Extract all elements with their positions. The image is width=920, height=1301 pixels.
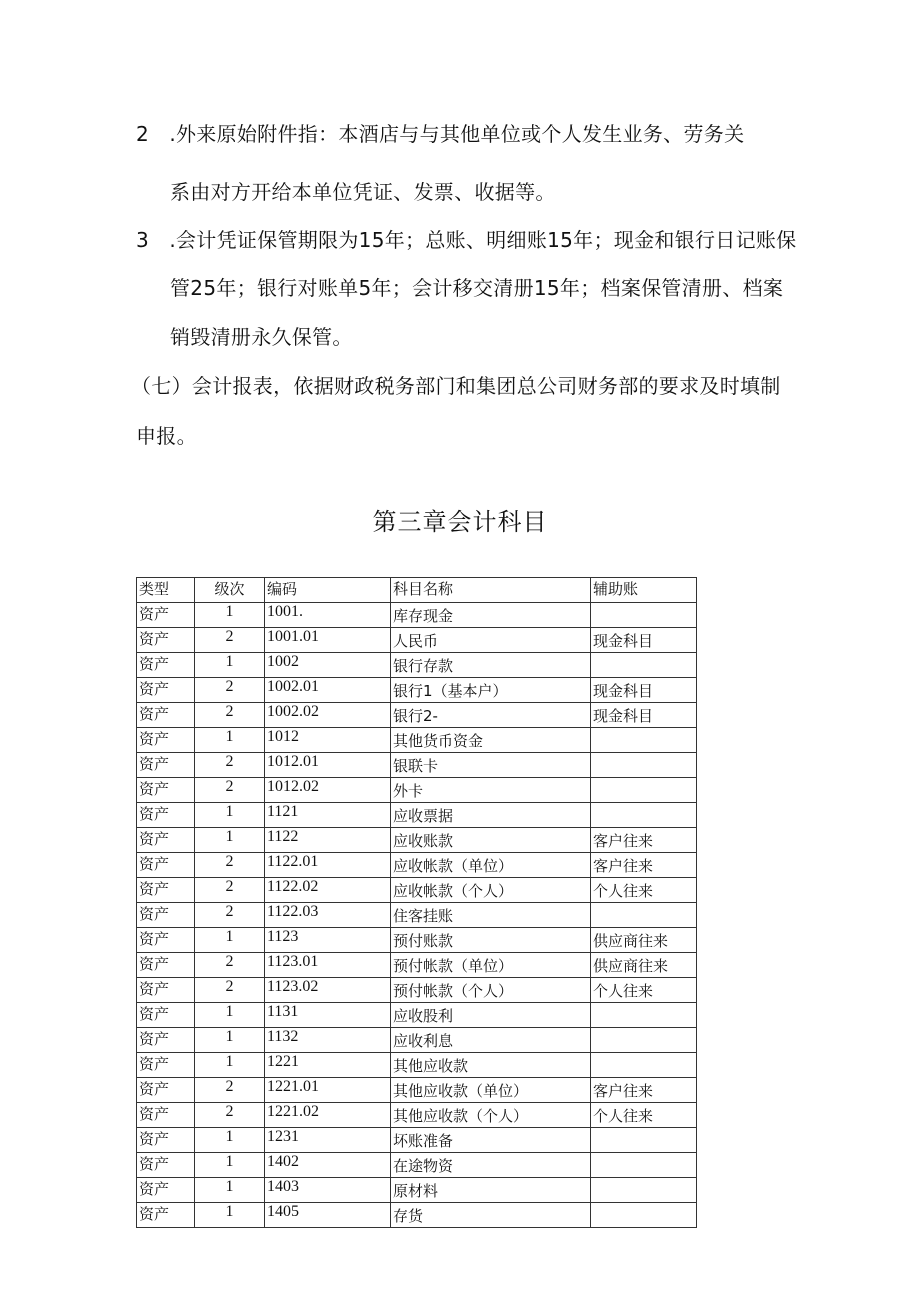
cell-level: 1 <box>195 1178 265 1203</box>
cell-auxiliary: 客户往来 <box>591 828 697 853</box>
cell-auxiliary <box>591 603 697 628</box>
table-row <box>137 1178 697 1203</box>
chapter-title: 第三章会计科目 <box>372 508 548 536</box>
cell-type: 资产 <box>137 628 195 653</box>
table-row <box>137 603 697 628</box>
cell-type: 资产 <box>137 928 195 953</box>
cell-type: 资产 <box>137 653 195 678</box>
cell-account-name: 应收票据 <box>391 803 591 828</box>
cell-level: 2 <box>195 1078 265 1103</box>
table-row <box>137 628 697 653</box>
cell-code: 1123 <box>265 928 391 953</box>
table-row <box>137 778 697 803</box>
cell-type: 资产 <box>137 753 195 778</box>
cell-account-name: 其他应收款 <box>391 1053 591 1078</box>
cell-type: 资产 <box>137 703 195 728</box>
table-row <box>137 1203 697 1228</box>
cell-code: 1123.01 <box>265 953 391 978</box>
cell-code: 1001.01 <box>265 628 391 653</box>
cell-account-name: 银联卡 <box>391 753 591 778</box>
cell-level: 1 <box>195 653 265 678</box>
cell-type: 资产 <box>137 803 195 828</box>
cell-code: 1403 <box>265 1178 391 1203</box>
cell-code: 1012.02 <box>265 778 391 803</box>
cell-level: 1 <box>195 803 265 828</box>
paragraph-item-3-line-2: 管25年；银行对账单5年；会计移交清册15年；档案保管清册、档案 <box>170 276 784 300</box>
cell-account-name: 预付帐款（单位） <box>391 953 591 978</box>
cell-auxiliary: 现金科目 <box>591 678 697 703</box>
cell-auxiliary <box>591 728 697 753</box>
cell-account-name: 坏账准备 <box>391 1128 591 1153</box>
cell-type: 资产 <box>137 1178 195 1203</box>
cell-level: 2 <box>195 903 265 928</box>
cell-account-name: 人民币 <box>391 628 591 653</box>
cell-auxiliary <box>591 803 697 828</box>
accounts-table <box>136 577 697 1228</box>
cell-code: 1131 <box>265 1003 391 1028</box>
cell-account-name: 应收账款 <box>391 828 591 853</box>
cell-code: 1221.01 <box>265 1078 391 1103</box>
cell-level: 2 <box>195 978 265 1003</box>
cell-auxiliary: 现金科目 <box>591 628 697 653</box>
cell-code: 1402 <box>265 1153 391 1178</box>
cell-auxiliary: 供应商往来 <box>591 953 697 978</box>
paragraph-section-7-line-2: 申报。 <box>136 424 197 448</box>
table-row <box>137 928 697 953</box>
cell-level: 2 <box>195 703 265 728</box>
table-body <box>137 603 697 1228</box>
cell-level: 2 <box>195 878 265 903</box>
cell-account-name: 应收利息 <box>391 1028 591 1053</box>
table-row <box>137 653 697 678</box>
header-code: 编码 <box>265 578 391 603</box>
cell-code: 1002.02 <box>265 703 391 728</box>
cell-code: 1122.02 <box>265 878 391 903</box>
cell-type: 资产 <box>137 978 195 1003</box>
cell-account-name: 应收帐款（单位） <box>391 853 591 878</box>
cell-code: 1121 <box>265 803 391 828</box>
cell-type: 资产 <box>137 828 195 853</box>
table-row <box>137 1153 697 1178</box>
cell-account-name: 在途物资 <box>391 1153 591 1178</box>
table-row <box>137 853 697 878</box>
table-row <box>137 1078 697 1103</box>
cell-account-name: 银行1（基本户） <box>391 678 591 703</box>
cell-level: 2 <box>195 778 265 803</box>
cell-type: 资产 <box>137 778 195 803</box>
table-row <box>137 878 697 903</box>
cell-level: 1 <box>195 1203 265 1228</box>
cell-code: 1132 <box>265 1028 391 1053</box>
table-row <box>137 1053 697 1078</box>
cell-auxiliary: 客户往来 <box>591 1078 697 1103</box>
cell-auxiliary: 供应商往来 <box>591 928 697 953</box>
cell-account-name: 预付账款 <box>391 928 591 953</box>
cell-type: 资产 <box>137 953 195 978</box>
table-row <box>137 1128 697 1153</box>
cell-level: 2 <box>195 853 265 878</box>
cell-auxiliary <box>591 1178 697 1203</box>
cell-auxiliary <box>591 778 697 803</box>
cell-auxiliary <box>591 1203 697 1228</box>
cell-code: 1002 <box>265 653 391 678</box>
cell-code: 1122 <box>265 828 391 853</box>
cell-level: 1 <box>195 1128 265 1153</box>
cell-auxiliary <box>591 1153 697 1178</box>
table-row <box>137 828 697 853</box>
table-row <box>137 903 697 928</box>
table-header-row <box>137 578 697 603</box>
cell-account-name: 外卡 <box>391 778 591 803</box>
cell-level: 1 <box>195 1153 265 1178</box>
paragraph-item-3-line-3: 销毁清册永久保管。 <box>170 325 353 349</box>
cell-account-name: 存货 <box>391 1203 591 1228</box>
cell-type: 资产 <box>137 903 195 928</box>
cell-auxiliary <box>591 753 697 778</box>
cell-type: 资产 <box>137 1028 195 1053</box>
cell-level: 1 <box>195 1028 265 1053</box>
cell-level: 1 <box>195 1053 265 1078</box>
cell-auxiliary: 个人往来 <box>591 1103 697 1128</box>
cell-level: 1 <box>195 728 265 753</box>
header-type: 类型 <box>137 578 195 603</box>
cell-type: 资产 <box>137 878 195 903</box>
cell-auxiliary <box>591 1053 697 1078</box>
header-auxiliary: 辅助账 <box>591 578 697 603</box>
cell-level: 2 <box>195 1103 265 1128</box>
paragraph-item-2-line-1: 2 .外来原始附件指：本酒店与与其他单位或个人发生业务、劳务关 <box>136 122 745 146</box>
cell-account-name: 应收帐款（个人） <box>391 878 591 903</box>
cell-level: 2 <box>195 953 265 978</box>
cell-auxiliary: 个人往来 <box>591 878 697 903</box>
cell-account-name: 银行存款 <box>391 653 591 678</box>
table-row <box>137 678 697 703</box>
cell-level: 1 <box>195 928 265 953</box>
table-row <box>137 953 697 978</box>
cell-auxiliary: 个人往来 <box>591 978 697 1003</box>
cell-auxiliary: 客户往来 <box>591 853 697 878</box>
cell-code: 1012.01 <box>265 753 391 778</box>
cell-code: 1012 <box>265 728 391 753</box>
cell-auxiliary <box>591 1003 697 1028</box>
cell-type: 资产 <box>137 1078 195 1103</box>
cell-auxiliary <box>591 653 697 678</box>
cell-level: 2 <box>195 753 265 778</box>
table-row <box>137 728 697 753</box>
cell-account-name: 银行2- <box>391 703 591 728</box>
cell-account-name: 住客挂账 <box>391 903 591 928</box>
cell-code: 1221 <box>265 1053 391 1078</box>
cell-account-name: 其他应收款（单位） <box>391 1078 591 1103</box>
cell-account-name: 其他应收款（个人） <box>391 1103 591 1128</box>
cell-account-name: 其他货币资金 <box>391 728 591 753</box>
header-account-name: 科目名称 <box>391 578 591 603</box>
cell-type: 资产 <box>137 1153 195 1178</box>
cell-auxiliary: 现金科目 <box>591 703 697 728</box>
cell-level: 2 <box>195 678 265 703</box>
cell-auxiliary <box>591 1128 697 1153</box>
cell-code: 1123.02 <box>265 978 391 1003</box>
cell-type: 资产 <box>137 853 195 878</box>
cell-level: 1 <box>195 603 265 628</box>
cell-account-name: 原材料 <box>391 1178 591 1203</box>
cell-type: 资产 <box>137 678 195 703</box>
paragraph-item-2-line-2: 系由对方开给本单位凭证、发票、收据等。 <box>170 180 556 204</box>
cell-type: 资产 <box>137 603 195 628</box>
cell-auxiliary <box>591 1028 697 1053</box>
cell-type: 资产 <box>137 1203 195 1228</box>
table-row <box>137 978 697 1003</box>
paragraph-item-3-line-1: 3 .会计凭证保管期限为15年；总账、明细账15年；现金和银行日记账保 <box>136 228 797 252</box>
cell-code: 1231 <box>265 1128 391 1153</box>
cell-code: 1122.03 <box>265 903 391 928</box>
cell-type: 资产 <box>137 1103 195 1128</box>
cell-type: 资产 <box>137 728 195 753</box>
table-row <box>137 803 697 828</box>
cell-level: 1 <box>195 828 265 853</box>
table-row <box>137 753 697 778</box>
cell-type: 资产 <box>137 1003 195 1028</box>
cell-type: 资产 <box>137 1053 195 1078</box>
table-row <box>137 703 697 728</box>
table-row <box>137 1028 697 1053</box>
cell-level: 1 <box>195 1003 265 1028</box>
cell-level: 2 <box>195 628 265 653</box>
table-row <box>137 1003 697 1028</box>
cell-account-name: 库存现金 <box>391 603 591 628</box>
cell-account-name: 预付帐款（个人） <box>391 978 591 1003</box>
cell-auxiliary <box>591 903 697 928</box>
cell-code: 1405 <box>265 1203 391 1228</box>
cell-code: 1002.01 <box>265 678 391 703</box>
cell-code: 1122.01 <box>265 853 391 878</box>
header-level: 级次 <box>195 578 265 603</box>
table-row <box>137 1103 697 1128</box>
cell-type: 资产 <box>137 1128 195 1153</box>
paragraph-section-7-line-1: （七）会计报表，依据财政税务部门和集团总公司财务部的要求及时填制 <box>131 374 781 398</box>
cell-code: 1001. <box>265 603 391 628</box>
cell-code: 1221.02 <box>265 1103 391 1128</box>
cell-account-name: 应收股利 <box>391 1003 591 1028</box>
